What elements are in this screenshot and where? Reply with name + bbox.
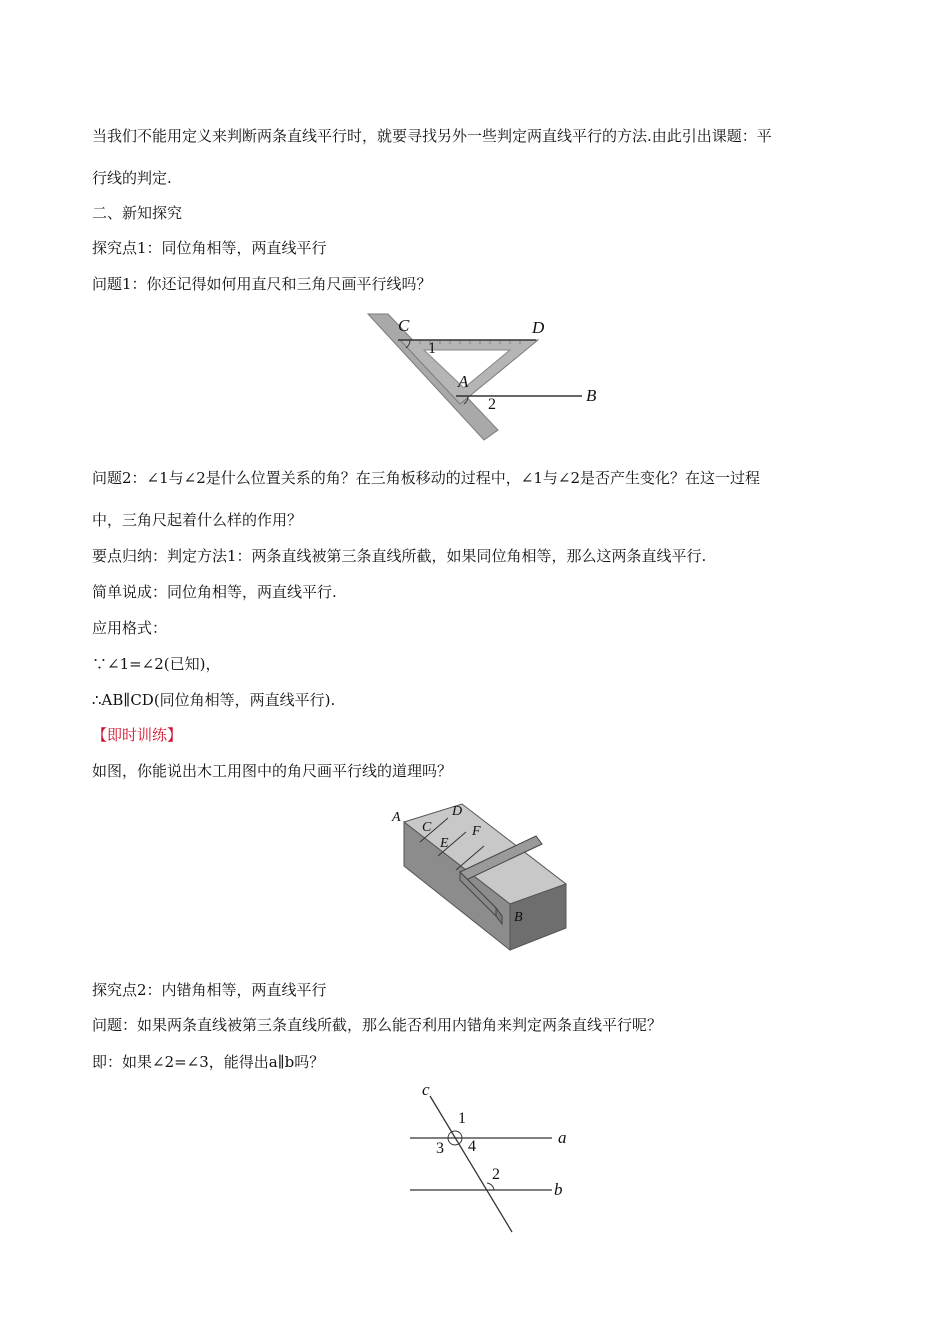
because-statement: ∵∠1=∠2(已知)， [92, 655, 221, 673]
instant-training-heading: 【即时训练】 [92, 726, 183, 744]
question-2-line-1: 问题2：∠1与∠2是什么位置关系的角？在三角板移动的过程中，∠1与∠2是否产生变化？在这一过程 [92, 469, 760, 487]
label-C: C [398, 316, 410, 335]
text-line-2: 行线的判定. [92, 169, 172, 187]
question-2-line-2: 中，三角尺起着什么样的作用？ [92, 511, 303, 529]
label-D: D [452, 804, 463, 819]
angle-3-label: 3 [436, 1140, 444, 1157]
angle-1-label: 1 [458, 1110, 466, 1127]
label-A: A [458, 372, 469, 391]
explore-point-2-title: 探究点2：内错角相等，两直线平行 [92, 981, 327, 999]
section-heading-new-knowledge: 二、新知探究 [92, 204, 183, 222]
question-alternate-angles: 问题：如果两条直线被第三条直线所截，那么能否利用内错角来判定两条直线平行呢？ [92, 1016, 663, 1034]
therefore-statement: ∴AB∥CD(同位角相等，两直线平行). [92, 691, 336, 709]
text-line-1: 当我们不能用定义来判断两条直线平行时，就要寻找另外一些判定两直线平行的方法.由此引出课题：平 [92, 127, 772, 145]
figure-wood-block [390, 800, 575, 955]
application-format-title: 应用格式： [92, 619, 168, 637]
angle-2-label: 2 [492, 1166, 500, 1183]
angle-4-label: 4 [468, 1138, 476, 1155]
label-B: B [514, 910, 523, 925]
question-a-parallel-b: 即：如果∠2=∠3，能得出a∥b吗？ [92, 1053, 325, 1071]
label-c: c [422, 1080, 430, 1099]
label-C: C [422, 820, 432, 835]
label-D: D [532, 318, 545, 337]
label-B: B [586, 386, 597, 405]
label-b: b [554, 1180, 563, 1199]
carpenter-question: 如图，你能说出木工用图中的角尺画平行线的道理吗？ [92, 762, 453, 780]
key-point-summary: 要点归纳：判定方法1：两条直线被第三条直线所截，如果同位角相等，那么这两条直线平行. [92, 547, 707, 565]
explore-point-1-title: 探究点1：同位角相等，两直线平行 [92, 239, 327, 257]
figure-ruler-triangle [360, 308, 610, 443]
label-F: F [472, 824, 481, 839]
angle-1-label: 1 [428, 340, 436, 357]
label-a: a [558, 1128, 567, 1147]
simple-statement: 简单说成：同位角相等，两直线平行. [92, 583, 337, 601]
figure-transversal [400, 1080, 580, 1240]
question-1: 问题1：你还记得如何用直尺和三角尺画平行线吗？ [92, 275, 432, 293]
label-E: E [440, 836, 449, 851]
angle-2-label: 2 [488, 396, 496, 413]
label-A: A [392, 810, 401, 825]
